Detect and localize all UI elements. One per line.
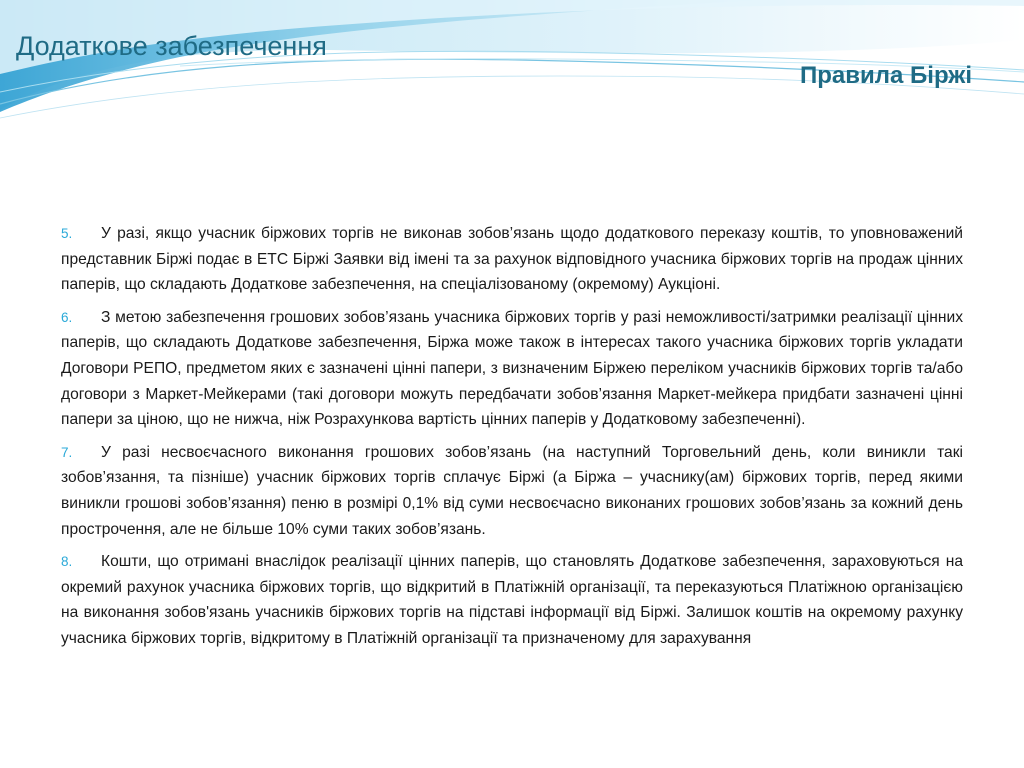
list-item-number: 6. — [61, 309, 73, 325]
slide-title: Додаткове забезпечення — [16, 31, 327, 61]
list-item-text: У разі несвоєчасного виконання грошових зобов’язань (на наступний Торговельний день, коли виникли такі зобов’язання, та пізніше) учасник біржових торгів сплачує Біржі (а Біржа – учаснику(ам) біржових торгів, перед якими виникли грошові зобов’язання) пеню в розмірі 0,1% від суми несвоєчасно виконаних грошових зобов’язань за кожний день прострочення, але не більше 10% суми таких зобов’язань. — [61, 443, 963, 538]
list-item — [61, 221, 963, 298]
list-item — [61, 440, 963, 542]
list-item — [61, 549, 963, 651]
content-body — [61, 221, 963, 659]
list-item-text: З метою забезпечення грошових зобов’язань учасника біржових торгів у разі неможливості/затримки реалізації цінних паперів, що складають Додаткове забезпечення, Біржа може також в інтересах такого учасника біржових торгів укладати Договори РЕПО, предметом яких є зазначені цінні папери, з визначеним Біржею переліком учасників біржових торгів та/або договори з Маркет-Мейкерами (такі договори можуть передбачати зобов’язання Маркет-мейкера придбати зазначені цінні папери за ціною, що не нижча, ніж Розрахункова вартість цінних паперів у Додатковому забезпеченні). — [61, 308, 963, 429]
list-item-number: 8. — [61, 554, 73, 570]
slide-subtitle: Правила Біржі — [800, 62, 972, 89]
list-item-text: Кошти, що отримані внаслідок реалізації цінних паперів, що становлять Додаткове забезпечення, зараховуються на окремий рахунок учасника біржових торгів, що відкритий в Платіжній організації, та переказуються Платіжною організацією на виконання зобов'язань учасників біржових торгів на підставі інформації від Біржі. Залишок коштів на окремому рахунку учасника біржових торгів, відкритому в Платіжній організації та призначеному для зарахування — [61, 553, 963, 647]
list-item-number: 5. — [61, 226, 73, 241]
list-item — [61, 305, 963, 433]
list-item-number: 7. — [61, 444, 73, 460]
list-item-text: У разі, якщо учасник біржових торгів не виконав зобов’язань щодо додаткового переказу коштів, то уповноважений представник Біржі подає в ЕТС Біржі Заявки від імені та за рахунок відповідного учасника біржових торгів на продаж цінних паперів, що складають Додаткове забезпечення, на спеціалізованому (окремому) Аукціоні. — [61, 225, 963, 294]
